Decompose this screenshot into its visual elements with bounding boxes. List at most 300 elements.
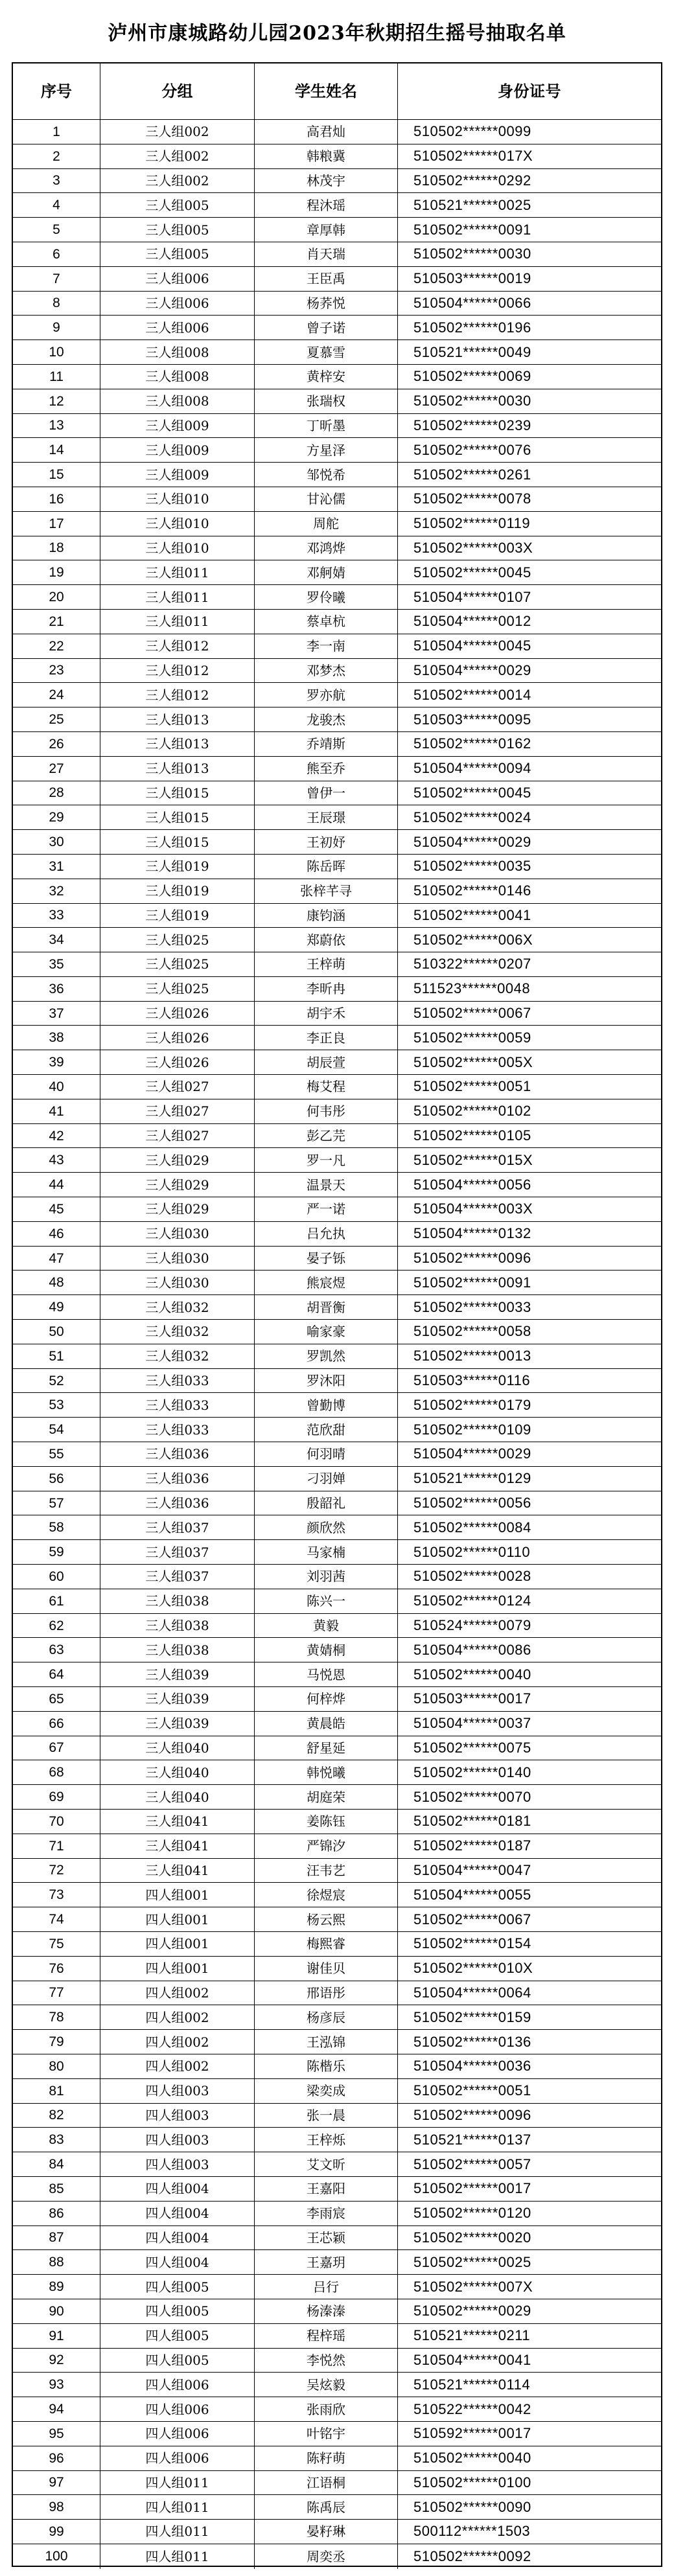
row-index: 75 [13,1932,100,1957]
row-index: 63 [13,1638,100,1662]
table-row [13,1638,661,1662]
table-row [13,2373,661,2397]
row-index: 34 [13,928,100,952]
row-id-card: 510502******0292 [398,169,661,194]
row-id-card: 510502******0181 [398,1810,661,1834]
row-id-card: 510504******0037 [398,1712,661,1736]
row-id-card: 510521******0211 [398,2324,661,2349]
table-row [13,1491,661,1516]
row-group: 三人组006 [100,267,255,292]
row-index: 82 [13,2104,100,2128]
row-group: 三人组006 [100,316,255,340]
row-group: 三人组036 [100,1491,255,1516]
row-group: 三人组015 [100,781,255,806]
table-row [13,1148,661,1173]
row-group: 三人组041 [100,1834,255,1859]
table-row [13,2079,661,2104]
row-group: 四人组005 [100,2349,255,2373]
table-row [13,1565,661,1589]
table-row [13,855,661,879]
row-group: 三人组027 [100,1075,255,1099]
row-group: 三人组019 [100,879,255,904]
row-student-name: 邓舸婧 [255,560,398,585]
row-index: 90 [13,2299,100,2324]
row-group: 三人组032 [100,1295,255,1320]
row-index: 66 [13,1712,100,1736]
row-index: 81 [13,2079,100,2104]
row-student-name: 康钧涵 [255,904,398,928]
row-id-card: 510502******0029 [398,2299,661,2324]
row-group: 三人组009 [100,438,255,463]
table-row [13,1173,661,1197]
row-id-card: 510502******0124 [398,1589,661,1614]
row-group: 四人组005 [100,2299,255,2324]
row-index: 38 [13,1026,100,1050]
row-index: 17 [13,512,100,536]
row-group: 三人组010 [100,487,255,512]
table-row [13,2128,661,2152]
table-row [13,1369,661,1394]
row-student-name: 徐煜宸 [255,1883,398,1907]
row-id-card: 510502******005X [398,1050,661,1075]
row-student-name: 刘羽茜 [255,1565,398,1589]
row-index: 71 [13,1834,100,1859]
row-student-name: 梅熙睿 [255,1932,398,1957]
row-index: 32 [13,879,100,904]
table-row [13,1320,661,1344]
row-student-name: 王初妤 [255,830,398,855]
row-id-card: 510502******0109 [398,1418,661,1442]
row-id-card: 510502******0078 [398,487,661,512]
table-row [13,389,661,414]
row-id-card: 510502******0051 [398,1075,661,1099]
row-student-name: 罗凯然 [255,1344,398,1369]
row-group: 三人组033 [100,1418,255,1442]
row-index: 55 [13,1442,100,1467]
row-student-name: 吕行 [255,2275,398,2299]
row-index: 53 [13,1393,100,1418]
row-student-name: 胡晋衡 [255,1295,398,1320]
row-student-name: 张一晨 [255,2104,398,2128]
row-id-card: 510502******017X [398,144,661,169]
table-row [13,1467,661,1491]
table-row [13,1540,661,1565]
row-group: 四人组003 [100,2128,255,2152]
row-group: 三人组013 [100,757,255,781]
row-id-card: 510502******0110 [398,1540,661,1565]
row-student-name: 王泓锦 [255,2030,398,2054]
row-group: 四人组003 [100,2104,255,2128]
row-student-name: 曾伊一 [255,781,398,806]
row-student-name: 程梓瑶 [255,2324,398,2349]
row-index: 26 [13,732,100,757]
row-id-card: 510504******0094 [398,757,661,781]
row-student-name: 黄梓安 [255,365,398,389]
row-id-card: 510502******0100 [398,2471,661,2496]
table-row [13,879,661,904]
row-id-card: 510502******0069 [398,365,661,389]
table-row [13,952,661,977]
table-row [13,316,661,340]
row-index: 59 [13,1540,100,1565]
row-group: 四人组002 [100,1981,255,2006]
table-row [13,1515,661,1540]
table-row [13,1589,661,1614]
row-student-name: 方星泽 [255,438,398,463]
row-index: 67 [13,1736,100,1761]
row-index: 94 [13,2397,100,2422]
row-group: 三人组038 [100,1614,255,1639]
row-student-name: 陈岳晖 [255,855,398,879]
row-id-card: 510502******0091 [398,218,661,242]
row-id-card: 510502******007X [398,2275,661,2299]
row-index: 33 [13,904,100,928]
row-student-name: 罗伶曦 [255,585,398,610]
row-student-name: 罗沐阳 [255,1369,398,1394]
header-student-name: 学生姓名 [255,63,398,120]
row-index: 64 [13,1662,100,1687]
row-index: 37 [13,1002,100,1026]
table-row [13,2495,661,2520]
row-group: 三人组027 [100,1124,255,1149]
row-student-name: 王梓萌 [255,952,398,977]
page-title: 泸州市康城路幼儿园2023年秋期招生摇号抽取名单 [108,22,566,45]
row-student-name: 严一诺 [255,1197,398,1222]
table-row [13,1026,661,1050]
row-index: 7 [13,267,100,292]
table-row [13,904,661,928]
row-index: 51 [13,1344,100,1369]
row-student-name: 王梓烁 [255,2128,398,2152]
row-index: 11 [13,365,100,389]
row-group: 三人组029 [100,1148,255,1173]
row-group: 四人组001 [100,1883,255,1907]
row-index: 29 [13,805,100,830]
row-student-name: 程沐瑶 [255,193,398,218]
row-index: 77 [13,1981,100,2006]
row-group: 三人组009 [100,463,255,487]
row-student-name: 李昕冉 [255,977,398,1002]
row-student-name: 吴炫毅 [255,2373,398,2397]
row-index: 2 [13,144,100,169]
row-student-name: 胡辰萱 [255,1050,398,1075]
row-student-name: 周奕丞 [255,2544,398,2569]
table-row [13,292,661,316]
row-group: 三人组008 [100,365,255,389]
row-group: 三人组025 [100,928,255,952]
row-id-card: 510504******0132 [398,1222,661,1247]
row-student-name: 胡宇禾 [255,1002,398,1026]
row-group: 四人组005 [100,2324,255,2349]
row-group: 三人组039 [100,1662,255,1687]
row-index: 89 [13,2275,100,2299]
row-id-card: 510502******0017 [398,2177,661,2202]
table-row [13,2544,661,2569]
table-row [13,2030,661,2054]
row-student-name: 叶铭宇 [255,2422,398,2446]
table-row [13,1050,661,1075]
row-group: 三人组032 [100,1344,255,1369]
table-row [13,1247,661,1271]
row-id-card: 510503******0116 [398,1369,661,1394]
row-student-name: 邹悦希 [255,463,398,487]
table-row [13,2005,661,2030]
row-index: 19 [13,560,100,585]
row-group: 三人组026 [100,1026,255,1050]
row-id-card: 510502******0030 [398,242,661,267]
row-id-card: 510504******0086 [398,1638,661,1662]
row-index: 21 [13,610,100,634]
row-index: 88 [13,2250,100,2275]
row-group: 三人组019 [100,855,255,879]
row-student-name: 江语桐 [255,2471,398,2496]
table-row [13,1687,661,1712]
row-id-card: 510502******0041 [398,904,661,928]
row-group: 三人组002 [100,120,255,144]
table-row [13,781,661,806]
row-index: 80 [13,2054,100,2079]
row-student-name: 杨荞悦 [255,292,398,316]
row-group: 四人组006 [100,2397,255,2422]
row-index: 6 [13,242,100,267]
row-id-card: 510502******0040 [398,1662,661,1687]
row-group: 三人组032 [100,1320,255,1344]
row-id-card: 510522******0042 [398,2397,661,2422]
table-row [13,463,661,487]
row-student-name: 黄毅 [255,1614,398,1639]
row-id-card: 510502******0067 [398,1002,661,1026]
row-id-card: 511523******0048 [398,977,661,1002]
row-id-card: 510504******0056 [398,1173,661,1197]
table-row [13,1736,661,1761]
row-group: 四人组006 [100,2446,255,2471]
row-id-card: 510502******0162 [398,732,661,757]
row-id-card: 510502******0096 [398,2104,661,2128]
row-group: 四人组006 [100,2422,255,2446]
row-group: 三人组040 [100,1736,255,1761]
row-student-name: 梅艾程 [255,1075,398,1099]
row-group: 三人组008 [100,340,255,365]
row-index: 68 [13,1760,100,1785]
row-group: 四人组011 [100,2471,255,2496]
row-index: 62 [13,1614,100,1639]
row-group: 三人组025 [100,977,255,1002]
row-id-card: 510592******0017 [398,2422,661,2446]
row-id-card: 510502******0096 [398,1247,661,1271]
table-row [13,2104,661,2128]
row-group: 四人组011 [100,2495,255,2520]
table-row [13,2275,661,2299]
table-row [13,2324,661,2349]
table-row [13,1099,661,1124]
row-group: 四人组006 [100,2373,255,2397]
row-index: 57 [13,1491,100,1516]
row-index: 22 [13,634,100,659]
table-row [13,1712,661,1736]
row-index: 15 [13,463,100,487]
row-id-card: 510502******0179 [398,1393,661,1418]
row-index: 91 [13,2324,100,2349]
row-group: 三人组012 [100,683,255,707]
row-student-name: 高君灿 [255,120,398,144]
row-id-card: 510504******0066 [398,292,661,316]
row-student-name: 杨云熙 [255,1907,398,1932]
table-row [13,1957,661,1981]
row-id-card: 510524******0079 [398,1614,661,1639]
row-group: 三人组005 [100,218,255,242]
row-student-name: 艾文昕 [255,2152,398,2177]
table-row [13,1810,661,1834]
row-group: 三人组036 [100,1467,255,1491]
table-row [13,2152,661,2177]
table-row [13,536,661,561]
table-row [13,340,661,365]
row-id-card: 510521******0137 [398,2128,661,2152]
row-student-name: 谢佳贝 [255,1957,398,1981]
row-student-name: 王辰璟 [255,805,398,830]
row-student-name: 殷韶礼 [255,1491,398,1516]
table-row [13,1907,661,1932]
row-student-name: 韩粮冀 [255,144,398,169]
row-student-name: 何梓烨 [255,1687,398,1712]
row-group: 三人组041 [100,1859,255,1883]
row-id-card: 510502******0028 [398,1565,661,1589]
table-row [13,512,661,536]
row-index: 72 [13,1859,100,1883]
row-index: 76 [13,1957,100,1981]
row-index: 10 [13,340,100,365]
row-id-card: 510504******0045 [398,634,661,659]
row-id-card: 510502******0140 [398,1760,661,1785]
row-group: 三人组009 [100,414,255,439]
row-index: 24 [13,683,100,707]
row-id-card: 510504******0107 [398,585,661,610]
row-id-card: 510521******0129 [398,1467,661,1491]
row-student-name: 邓梦杰 [255,659,398,684]
row-id-card: 510502******0099 [398,120,661,144]
row-student-name: 姜陈钰 [255,1810,398,1834]
row-student-name: 王臣禹 [255,267,398,292]
table-header-row [13,63,661,120]
row-student-name: 张梓芊寻 [255,879,398,904]
row-student-name: 熊宸煜 [255,1271,398,1295]
header-index: 序号 [13,63,100,120]
row-student-name: 王嘉阳 [255,2177,398,2202]
row-id-card: 510502******0013 [398,1344,661,1369]
row-group: 三人组012 [100,634,255,659]
row-group: 三人组036 [100,1442,255,1467]
row-group: 四人组004 [100,2177,255,2202]
row-id-card: 510504******0047 [398,1859,661,1883]
row-student-name: 晏子铄 [255,1247,398,1271]
table-row [13,610,661,634]
row-index: 48 [13,1271,100,1295]
row-group: 三人组040 [100,1785,255,1810]
row-id-card: 500112******1503 [398,2520,661,2544]
row-id-card: 510502******0045 [398,781,661,806]
row-id-card: 510502******0196 [398,316,661,340]
table-row [13,365,661,389]
row-id-card: 510504******0012 [398,610,661,634]
row-group: 三人组030 [100,1271,255,1295]
table-row [13,707,661,732]
row-group: 三人组015 [100,830,255,855]
row-group: 四人组001 [100,1932,255,1957]
row-student-name: 王芯颖 [255,2226,398,2251]
header-id-card: 身份证号 [398,63,661,120]
row-index: 9 [13,316,100,340]
row-id-card: 510502******0187 [398,1834,661,1859]
row-group: 三人组037 [100,1540,255,1565]
row-group: 三人组005 [100,193,255,218]
row-student-name: 李悦然 [255,2349,398,2373]
row-student-name: 林茂宇 [255,169,398,194]
row-group: 三人组033 [100,1393,255,1418]
row-index: 95 [13,2422,100,2446]
row-student-name: 何韦彤 [255,1099,398,1124]
table-row [13,2471,661,2496]
row-student-name: 颜欣然 [255,1515,398,1540]
row-id-card: 510502******0102 [398,1099,661,1124]
header-group: 分组 [100,63,255,120]
table-row [13,1418,661,1442]
row-group: 三人组029 [100,1197,255,1222]
row-id-card: 510502******0084 [398,1515,661,1540]
row-group: 三人组038 [100,1638,255,1662]
row-student-name: 章厚韩 [255,218,398,242]
table-row [13,1662,661,1687]
row-id-card: 510502******0159 [398,2005,661,2030]
table-row [13,2422,661,2446]
row-index: 14 [13,438,100,463]
row-index: 1 [13,120,100,144]
row-index: 23 [13,659,100,684]
row-index: 43 [13,1148,100,1173]
table-row [13,1002,661,1026]
row-index: 13 [13,414,100,439]
row-student-name: 何羽晴 [255,1442,398,1467]
table-row [13,2177,661,2202]
row-index: 93 [13,2373,100,2397]
row-id-card: 510502******003X [398,536,661,561]
row-id-card: 510503******0019 [398,267,661,292]
table-row [13,218,661,242]
table-row [13,1834,661,1859]
row-index: 83 [13,2128,100,2152]
row-id-card: 510502******0075 [398,1736,661,1761]
table-row [13,1295,661,1320]
row-id-card: 510502******0024 [398,805,661,830]
row-index: 47 [13,1247,100,1271]
table-row [13,928,661,952]
row-id-card: 510502******0136 [398,2030,661,2054]
row-index: 61 [13,1589,100,1614]
row-index: 25 [13,707,100,732]
table-row [13,585,661,610]
row-group: 三人组039 [100,1712,255,1736]
row-student-name: 温景天 [255,1173,398,1197]
row-index: 87 [13,2226,100,2251]
row-group: 三人组010 [100,536,255,561]
row-group: 三人组019 [100,904,255,928]
row-group: 三人组002 [100,169,255,194]
row-student-name: 陈籽萌 [255,2446,398,2471]
row-student-name: 李一南 [255,634,398,659]
row-id-card: 510504******0064 [398,1981,661,2006]
row-index: 56 [13,1467,100,1491]
row-group: 三人组026 [100,1050,255,1075]
row-index: 70 [13,1810,100,1834]
